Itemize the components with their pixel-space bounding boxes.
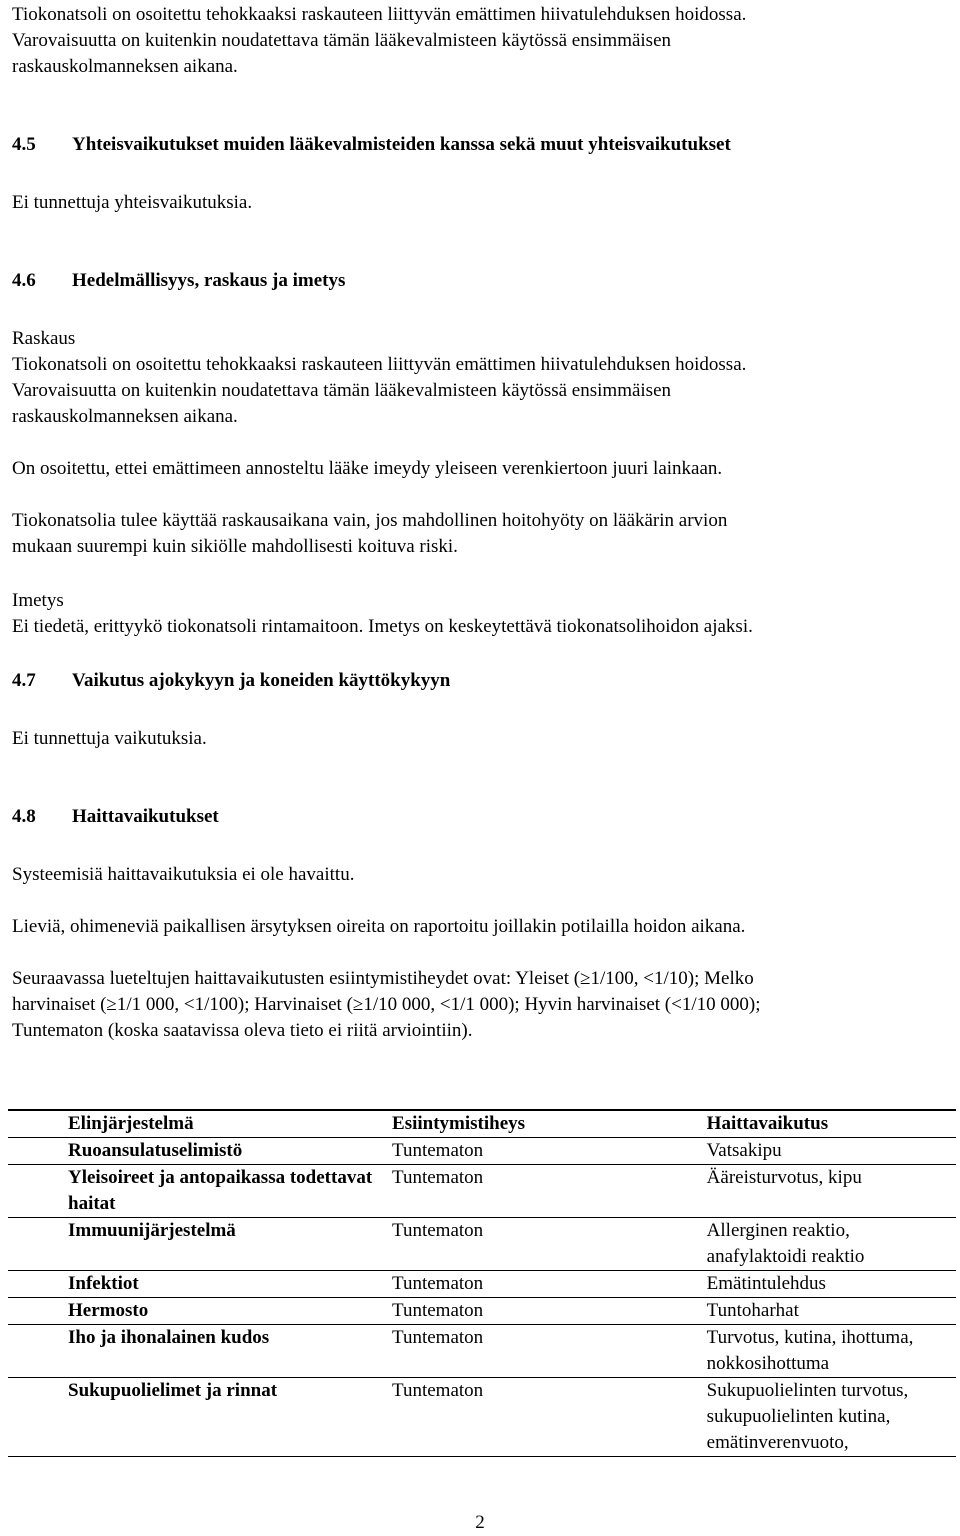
table-row (8, 1138, 956, 1165)
paragraph: Ei tiedetä, erittyykö tiokonatsoli rintamaitoon. Imetys on keskeytettävä tiokonatsolihoidon ajaksi. (12, 616, 753, 637)
section-heading-4-8 (12, 804, 952, 830)
subheading-raskaus: Raskaus (12, 328, 76, 349)
table-cell: Tuntematon (392, 1271, 707, 1298)
section-number: 4.7 (12, 670, 36, 691)
paragraph: Tiokonatsolia tulee käyttää raskausaikana vain, jos mahdollinen hoitohyöty on lääkärin arvion (12, 510, 728, 531)
paragraph: Lieviä, ohimeneviä paikallisen ärsytyksen oireita on raportoitu joillakin potilailla hoidon aikana. (12, 916, 746, 937)
table-cell: Sukupuolielinten turvotus, sukupuolielinten kutina, emätinverenvuoto, (707, 1378, 956, 1457)
column-header: Esiintymistiheys (392, 1110, 707, 1138)
table-row (8, 1298, 956, 1325)
adverse-effects-table (8, 1109, 956, 1457)
table-cell: Tuntematon (392, 1325, 707, 1378)
paragraph: Systeemisiä haittavaikutuksia ei ole havaittu. (12, 864, 355, 885)
table-row (8, 1165, 956, 1218)
document-page (12, 0, 952, 1044)
table-cell: Tuntematon (392, 1298, 707, 1325)
section-title: Haittavaikutukset (72, 806, 219, 827)
table-cell: Hermosto (8, 1298, 392, 1325)
paragraph: harvinaiset (≥1/1 000, <1/100); Harvinaiset (≥1/10 000, <1/1 000); Hyvin harvinaiset (<1/10 000); (12, 994, 761, 1015)
table-cell: Yleisoireet ja antopaikassa todettavat haitat (8, 1165, 392, 1218)
section-heading-4-7 (12, 668, 952, 694)
section-number: 4.6 (12, 270, 36, 291)
intro-line: Varovaisuutta on kuitenkin noudatettava tämän lääkevalmisteen käytössä ensimmäisen (12, 30, 672, 51)
page-number: 2 (475, 1512, 485, 1533)
table-cell: Tuntematon (392, 1165, 707, 1218)
table-cell: Immuunijärjestelmä (8, 1218, 392, 1271)
paragraph: Tiokonatsoli on osoitettu tehokkaaksi raskauteen liittyvän emättimen hiivatulehduksen hoidossa. (12, 354, 747, 375)
intro-line: Tiokonatsoli on osoitettu tehokkaaksi raskauteen liittyvän emättimen hiivatulehduksen hoidossa. (12, 4, 747, 25)
table-row (8, 1218, 956, 1271)
table-cell: Allerginen reaktio, anafylaktoidi reaktio (707, 1218, 956, 1271)
table-cell: Tuntematon (392, 1138, 707, 1165)
table-cell: Tuntematon (392, 1378, 707, 1457)
table-row (8, 1325, 956, 1378)
paragraph: mukaan suurempi kuin sikiölle mahdollisesti koituva riski. (12, 536, 458, 557)
column-header: Haittavaikutus (707, 1110, 956, 1138)
paragraph: Ei tunnettuja yhteisvaikutuksia. (12, 192, 253, 213)
table-cell: Sukupuolielimet ja rinnat (8, 1378, 392, 1457)
paragraph: Varovaisuutta on kuitenkin noudatettava tämän lääkevalmisteen käytössä ensimmäisen (12, 380, 672, 401)
table-header-row (8, 1110, 956, 1138)
table-cell: Ääreisturvotus, kipu (707, 1165, 956, 1218)
table-cell: Tuntematon (392, 1218, 707, 1271)
table-cell: Emätintulehdus (707, 1271, 956, 1298)
table-cell: Infektiot (8, 1271, 392, 1298)
intro-line: raskauskolmanneksen aikana. (12, 56, 238, 77)
paragraph: Seuraavassa lueteltujen haittavaikutusten esiintymistiheydet ovat: Yleiset (≥1/100, <1/10); Melko (12, 968, 754, 989)
paragraph: raskauskolmanneksen aikana. (12, 406, 238, 427)
table-cell: Vatsakipu (707, 1138, 956, 1165)
table-row (8, 1378, 956, 1457)
table-cell: Ruoansulatuselimistö (8, 1138, 392, 1165)
section-title: Yhteisvaikutukset muiden lääkevalmisteiden kanssa sekä muut yhteisvaikutukset (72, 134, 731, 155)
subheading-imetys: Imetys (12, 590, 64, 611)
section-heading-4-6 (12, 268, 952, 294)
section-heading-4-5 (12, 132, 952, 158)
paragraph: Ei tunnettuja vaikutuksia. (12, 728, 207, 749)
paragraph: Tuntematon (koska saatavissa oleva tieto ei riitä arviointiin). (12, 1020, 473, 1041)
column-header: Elinjärjestelmä (8, 1110, 392, 1138)
section-number: 4.5 (12, 134, 36, 155)
section-title: Vaikutus ajokykyyn ja koneiden käyttökykyyn (72, 670, 451, 691)
section-number: 4.8 (12, 806, 36, 827)
table-row (8, 1271, 956, 1298)
paragraph: On osoitettu, ettei emättimeen annosteltu lääke imeydy yleiseen verenkiertoon juuri lainkaan. (12, 458, 723, 479)
table-cell: Turvotus, kutina, ihottuma, nokkosihottuma (707, 1325, 956, 1378)
section-title: Hedelmällisyys, raskaus ja imetys (72, 270, 346, 291)
table-cell: Iho ja ihonalainen kudos (8, 1325, 392, 1378)
table-cell: Tuntoharhat (707, 1298, 956, 1325)
